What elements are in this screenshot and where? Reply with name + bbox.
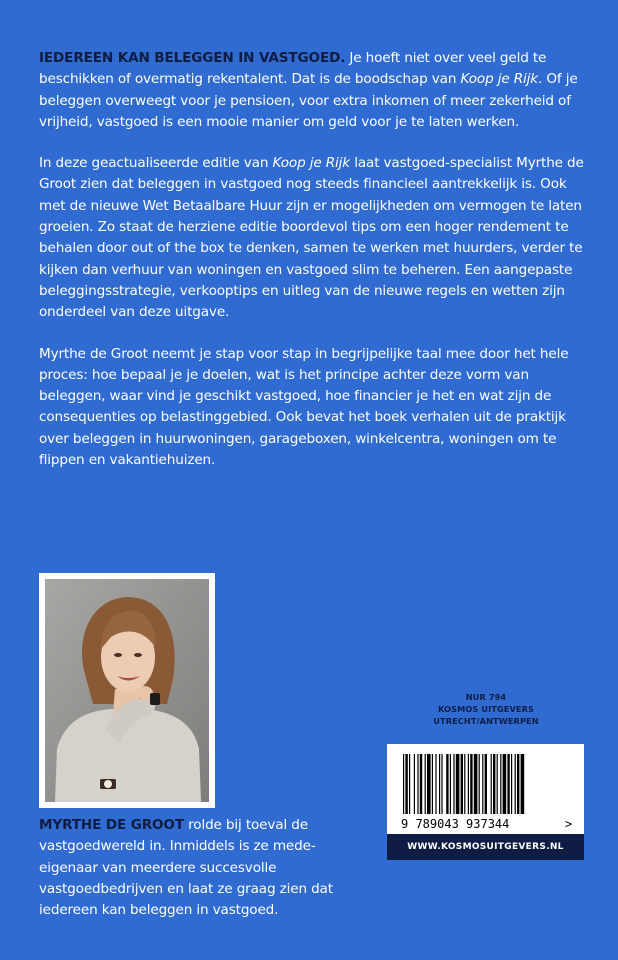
isbn-barcode (387, 744, 584, 834)
barcode-bar (464, 754, 465, 814)
barcode-bar (517, 754, 519, 814)
book-title: Koop je Rijk (460, 71, 539, 88)
publisher-website: WWW.KOSMOSUITGEVERS.NL (387, 834, 584, 860)
barcode-bar (453, 754, 454, 814)
barcode-graphic (387, 744, 584, 834)
publisher-name: KOSMOS UITGEVERS (437, 704, 534, 714)
barcode-bar (417, 754, 418, 814)
barcode-arrow: > (565, 817, 573, 831)
barcode-bar (507, 754, 509, 814)
barcode-bar (482, 754, 483, 814)
barcode-bar (503, 754, 507, 814)
barcode-bar (521, 754, 525, 814)
author-portrait-photo (45, 579, 209, 802)
barcode-bar (420, 754, 422, 814)
barcode-bar (403, 754, 404, 814)
barcode-bar (432, 754, 433, 814)
barcode-bar (511, 754, 512, 814)
back-cover-blurb (39, 48, 584, 491)
barcode-bar (450, 754, 451, 814)
blurb-text: Je hoeft niet over veel geld te beschikken of overmatig rekentalent. Dat is de boodschap van (39, 50, 547, 88)
nur-code: NUR 794 (465, 692, 507, 702)
barcode-bar (427, 754, 431, 814)
barcode-bar (409, 754, 410, 814)
blurb-text: In deze geactualiseerde editie van (39, 155, 273, 172)
barcode-bar (500, 754, 501, 814)
barcode-bar (468, 754, 469, 814)
author-photo-frame (39, 573, 215, 808)
barcode-bar (497, 754, 498, 814)
barcode-bar (456, 754, 460, 814)
blurb-text: . Of je beleggen overweegt voor je pensioen, voor extra inkomen of meer zekerheid of vrijheid, vastgoed is een mooie manier om geld voor je te laten werken. (39, 71, 578, 130)
blurb-text: laat vastgoed-specialist Myrthe de Groot zien dat beleggen in vastgoed nog steeds financieel aantrekkelijk is. Ook met de nieuwe Wet Betaalbare Huur zijn er mogelijkheden om vermogen te laten groeien. Zo staat de herziene editie boordevol tips om een hoger rendement te behalen door out of the box te denken, samen te werken met huurders, verder te kijken dan verhuur van woningen en vastgoed slim te beheren. Een aangepaste beleggingsstrategie, verkooptips en uitleg van de nieuwe regels en wetten zijn onderdeel van deze uitgave. (39, 155, 584, 321)
barcode-bar (461, 754, 463, 814)
barcode-bar (474, 754, 478, 814)
blurb-paragraph-2 (39, 153, 584, 323)
barcode-bar (515, 754, 516, 814)
author-bio (39, 815, 369, 921)
barcode-bar (491, 754, 492, 814)
barcode-bar (470, 754, 472, 814)
barcode-bar (441, 754, 442, 814)
blurb-paragraph-1 (39, 48, 584, 133)
barcode-bars (403, 754, 524, 814)
barcode-bar (439, 754, 440, 814)
barcode-number: 9 789043 937344 (401, 817, 510, 831)
barcode-bar (425, 754, 426, 814)
barcode-bar (405, 754, 407, 814)
barcode-bar (493, 754, 495, 814)
publisher-city: UTRECHT/ANTWERPEN (433, 716, 539, 726)
barcode-bar (479, 754, 480, 814)
blurb-lead: IEDEREEN KAN BELEGGEN IN VASTGOED. (39, 50, 346, 66)
publisher-info (388, 691, 584, 727)
book-title: Koop je Rijk (272, 155, 351, 172)
author-bio-text: rolde bij toeval de vastgoedwereld in. Inmiddels is ze mede-eigenaar van meerdere succesvolle vastgoedbedrijven en laat ze graag zien dat iedereen kan beleggen in vastgoed. (39, 817, 333, 919)
barcode-bar (435, 754, 436, 814)
barcode-bar (446, 754, 448, 814)
author-name: MYRTHE DE GROOT (39, 817, 184, 833)
barcode-bar (414, 754, 415, 814)
barcode-bar (485, 754, 487, 814)
blurb-paragraph-3: Myrthe de Groot neemt je stap voor stap in begrijpelijke taal mee door het hele proces: hoe bepaal je je doelen, wat is het principe achter deze vorm van beleggen, waar vind je geschikt vastgoed, hoe financier je het en wat zijn de consequenties op belastinggebied. Ook bevat het boek verhalen uit de praktijk over beleggen in huurwoningen, garageboxen, winkelcentra, woningen om te flippen en vakantiehuizen. (39, 345, 569, 469)
